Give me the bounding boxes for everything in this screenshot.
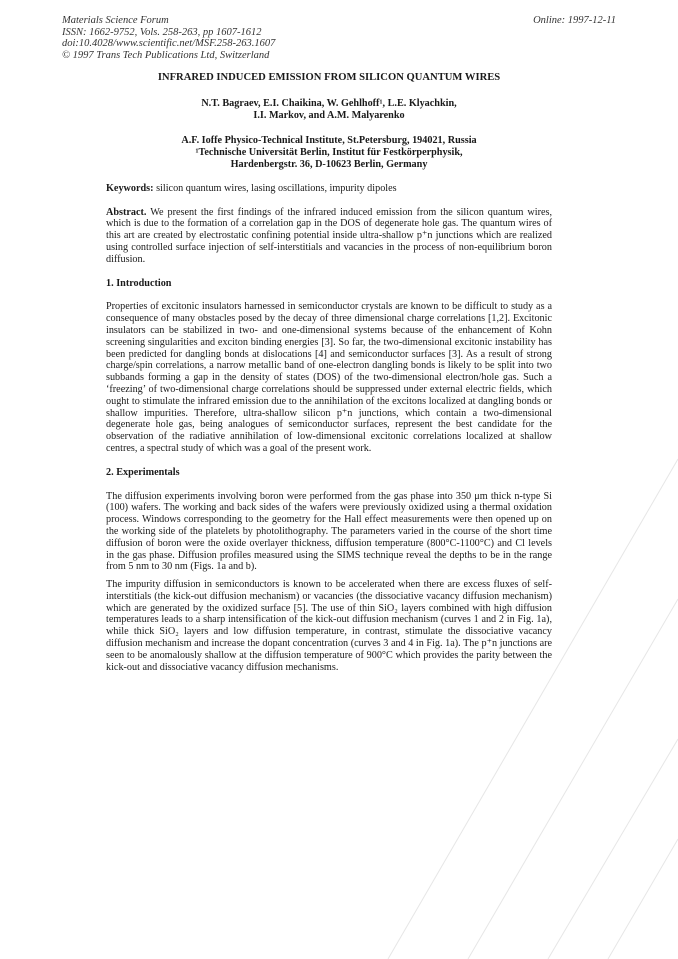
section-heading-introduction: 1. Introduction [106,277,172,289]
affiliation-line-1: A.F. Ioffe Physico-Technical Institute, St.Petersburg, 194021, Russia [181,135,477,147]
paper-title: INFRARED INDUCED EMISSION FROM SILICON QUANTUM WIRES [157,72,501,83]
copyright-line: © 1997 Trans Tech Publications Ltd, Switzerland [62,49,270,61]
affiliation-line-3: Hardenbergstr. 36, D-10623 Berlin, Germany [230,158,428,170]
section-heading-experimentals: 2. Experimentals [106,466,180,478]
author-list [106,98,552,122]
journal-name: Materials Science Forum [62,15,169,26]
issn-line: ISSN: 1662-9752, Vols. 258-263, pp 1607-1612 [62,26,262,38]
experimentals-paragraph-2: The impurity diffusion in semiconductors is known to be accelerated when there are excess fluxes of self-interstitials (the kick-out diffusion mechanism) or vacancies (the dissociative vacancy diffusion mechanism) which are generated by the oxidized surface [5]. The use of thin SiO₂ layers combined with high diffusion temperatures leads to a sharp intensification of the kick-out diffusion mechanism (curves 1 and 2 in Fig. 1a), while thick SiO₂ layers and low diffusion temperature, in contrast, stimulate the dissociative vacancy diffusion mechanism and increase the dopant concentration (curves 3 and 4 in Fig. 1a). The p⁺n junctions are seen to be anomalously shallow at the diffusion temperature of 900°C which provides the parity between the kick-out and dissociative vacancy diffusion mechanisms. [106,579,552,673]
abstract [106,207,552,266]
intro-paragraph: Properties of excitonic insulators harnessed in semiconductor crystals are known to be difficult to study as a consequence of many obstacles posed by the decay of three dimensional charge correlations [1,2]. Excitonic insulators can be stabilized in two- and one-dimensional systems because of the enhancement of Kohn screening singularities and exciton binding energies [3]. So far, the two-dimensional excitonic instability has been predicted for dangling bonds at dislocations [4] and semiconductor surfaces [3]. As a result of strong charge/spin correlations, a narrow metallic band of one-electron dangling bonds is likely to be split into two subbands forming a gap in the density of states (DOS) of the two-dimensional electron/hole gas. Such a ‘freezing’ of two-dimensional charge correlations should be suppressed under external electric fields, which ought to stimulate the infrared emission due to the annihilation of the excitons localized at dangling bonds or shallow impurities. Therefore, ultra-shallow silicon p⁺n junctions, which contain a two-dimensional degenerate hole gas, being analogues of semiconductor surfaces, represent the best candidate for the observation of the radiative annihilation of low-dimensional excitonic correlations localized at shallow centres, a spectral study of which was a goal of the present work. [106,301,552,454]
affiliation-line-2: ¹Technische Universität Berlin, Institut für Festkörperphysik, [195,147,463,159]
keywords-text: silicon quantum wires, lasing oscillations, impurity dipoles [156,182,397,194]
author-line-2: I.I. Markov, and A.M. Malyarenko [253,109,405,121]
experimentals-paragraph-1: The diffusion experiments involving boron were performed from the gas phase into 350 μm thick n-type Si (100) wafers. The working and back sides of the wafers were previously oxidized using a thermal oxidation process. Windows corresponding to the geometry for the Hall effect measurements were then opened up on the working side of the platelets by photolithography. The parameters varied in the course of the short time diffusion of boron were the oxide overlayer thickness, diffusion temperature (800°C-1100°C) and Cl levels in the gas phase. Diffusion profiles measured using the SIMS technique reveal the depths to be in the range from 5 nm to 30 nm (Figs. 1a and b). [106,490,552,573]
keywords [106,183,552,195]
article-body [106,72,552,685]
author-line-1: N.T. Bagraev, E.I. Chaikina, W. Gehlhoff¹, L.E. Klyachkin, [201,97,457,109]
affiliations [106,135,552,170]
keywords-label: Keywords: [106,182,154,194]
journal-header [62,15,275,61]
online-date: Online: 1997-12-11 [533,15,616,26]
abstract-text: We present the first findings of the infrared induced emission from the silicon quantum wires, which is due to the formation of a correlation gap in the DOS of degenerate hole gas. The quantum wires of this art are created by electrostatic confining potential inside ultra-shallow p⁺n junctions which are realized using controlled surface injection of self-interstitials and vacancies in the process of non-equilibrium boron diffusion. [106,206,552,265]
abstract-label: Abstract. [106,206,147,218]
doi-line[interactable]: doi:10.4028/www.scientific.net/MSF.258-263.1607 [62,38,276,49]
